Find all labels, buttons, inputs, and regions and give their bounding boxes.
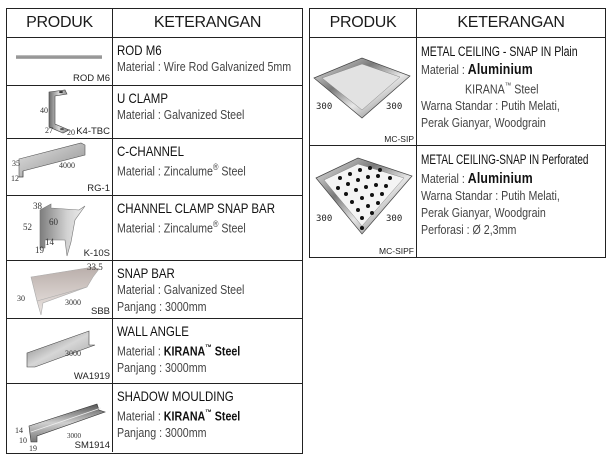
table-header bbox=[310, 9, 605, 38]
table-row bbox=[310, 38, 605, 146]
dimension-label: 14 bbox=[45, 237, 54, 247]
dimension-label: 3000 bbox=[65, 349, 81, 358]
product-colors: Perak Gianyar, Woodgrain bbox=[421, 205, 546, 220]
product-image-cell bbox=[7, 261, 113, 318]
dimension-label: 38 bbox=[33, 201, 42, 211]
product-title: ROD M6 bbox=[117, 42, 162, 58]
dimension-label: 27 bbox=[45, 126, 53, 135]
product-title: SHADOW MOULDING bbox=[117, 388, 234, 404]
header-product-cell bbox=[310, 9, 417, 37]
table-row bbox=[7, 261, 302, 319]
dimension-label: 3000 bbox=[67, 432, 81, 440]
metal-ceiling-plain-image bbox=[310, 38, 417, 145]
product-description bbox=[113, 38, 302, 85]
product-description bbox=[113, 261, 302, 318]
dimension-label: 60 bbox=[49, 217, 58, 227]
product-title: SNAP BAR bbox=[117, 265, 175, 281]
product-code: WA1919 bbox=[73, 371, 110, 382]
product-colors: Warna Standar : Putih Melati, bbox=[421, 188, 560, 203]
table-row bbox=[7, 139, 302, 196]
table-row bbox=[310, 146, 605, 257]
header-description-cell bbox=[417, 9, 605, 37]
product-image-cell bbox=[7, 38, 113, 85]
dimension-label: 12 bbox=[11, 174, 19, 183]
product-title: METAL CEILING-SNAP IN Perforated bbox=[421, 152, 589, 167]
product-image-cell bbox=[310, 146, 417, 257]
dimension-label: 300 bbox=[316, 102, 333, 112]
product-description bbox=[113, 319, 302, 383]
header-product: PRODUK bbox=[329, 14, 397, 31]
metal-ceiling-perforated-image bbox=[310, 146, 417, 257]
product-title: WALL ANGLE bbox=[117, 323, 189, 339]
product-code: K4-TBC bbox=[76, 126, 110, 137]
product-code: K-10S bbox=[83, 248, 110, 259]
header-description: KETERANGAN bbox=[153, 14, 262, 31]
dimension-label: 10 bbox=[19, 436, 27, 445]
product-material-secondary: KIRANA™ Steel bbox=[465, 81, 539, 97]
product-length: Panjang : 3000mm bbox=[117, 299, 207, 314]
dimension-label: 33.5 bbox=[87, 262, 103, 272]
product-title: CHANNEL CLAMP SNAP BAR bbox=[117, 200, 276, 216]
table-row bbox=[7, 196, 302, 261]
dimension-label: 4000 bbox=[59, 161, 75, 170]
product-length: Panjang : 3000mm bbox=[117, 360, 207, 376]
product-description bbox=[113, 196, 302, 260]
product-code: SM1914 bbox=[74, 440, 110, 451]
product-material: Material : Wire Rod Galvanized 5mm bbox=[117, 59, 292, 74]
product-material: Material : Zincalume® Steel bbox=[117, 162, 246, 179]
product-image-cell bbox=[310, 38, 417, 145]
product-table-left bbox=[6, 8, 303, 454]
table-row bbox=[7, 38, 302, 86]
header-description: KETERANGAN bbox=[457, 14, 565, 31]
product-perforation: Perforasi : Ø 2,3mm bbox=[421, 222, 517, 237]
header-product-cell bbox=[7, 9, 113, 37]
dimension-label: 40 bbox=[40, 106, 48, 115]
table-row bbox=[7, 86, 302, 139]
product-description bbox=[417, 146, 605, 257]
dimension-label: 19 bbox=[29, 444, 37, 452]
product-title: METAL CEILING - SNAP IN Plain bbox=[421, 44, 578, 59]
product-description bbox=[113, 86, 302, 138]
table-header bbox=[7, 9, 302, 38]
product-code: ROD M6 bbox=[73, 73, 110, 84]
product-code: RG-1 bbox=[87, 183, 110, 194]
product-material: Material : Galvanized Steel bbox=[117, 282, 245, 297]
product-material: Material : Galvanized Steel bbox=[117, 107, 245, 122]
product-code: MC-SIP bbox=[384, 134, 414, 144]
product-colors: Perak Gianyar, Woodgrain bbox=[421, 115, 546, 131]
product-title: U CLAMP bbox=[117, 90, 169, 106]
product-material: Material : Zincalume® Steel bbox=[117, 219, 246, 236]
dimension-label: 300 bbox=[316, 214, 333, 224]
product-length: Panjang : 3000mm bbox=[117, 425, 207, 441]
product-code: MC-SIPF bbox=[379, 246, 414, 256]
product-description bbox=[113, 384, 302, 452]
dimension-label: 20 bbox=[67, 128, 75, 137]
product-material: Material : KIRANA™ Steel bbox=[117, 408, 241, 424]
product-table-right bbox=[309, 8, 606, 258]
product-description bbox=[113, 139, 302, 195]
dimension-label: 35 bbox=[12, 159, 20, 168]
dimension-label: 14 bbox=[15, 426, 23, 435]
dimension-label: 30 bbox=[17, 294, 25, 303]
product-image-cell bbox=[7, 196, 113, 260]
product-colors: Warna Standar : Putih Melati, bbox=[421, 98, 560, 114]
header-description-cell bbox=[113, 9, 302, 37]
product-image-cell bbox=[7, 139, 113, 195]
product-title: C-CHANNEL bbox=[117, 143, 184, 159]
dimension-label: 3000 bbox=[65, 298, 81, 307]
product-material: Material : Aluminium bbox=[421, 61, 533, 78]
dimension-label: 300 bbox=[386, 102, 403, 112]
product-image-cell bbox=[7, 86, 113, 138]
table-row bbox=[7, 319, 302, 384]
product-material: Material : Aluminium bbox=[421, 170, 533, 187]
product-code: SBB bbox=[90, 306, 110, 317]
dimension-label: 52 bbox=[23, 222, 32, 232]
product-image-cell bbox=[7, 384, 113, 452]
dimension-label: 19 bbox=[35, 245, 44, 255]
product-description bbox=[417, 38, 605, 145]
table-row bbox=[7, 384, 302, 452]
product-material: Material : KIRANA™ Steel bbox=[117, 343, 241, 359]
product-image-cell bbox=[7, 319, 113, 383]
header-product: PRODUK bbox=[26, 14, 93, 31]
dimension-label: 300 bbox=[386, 214, 403, 224]
